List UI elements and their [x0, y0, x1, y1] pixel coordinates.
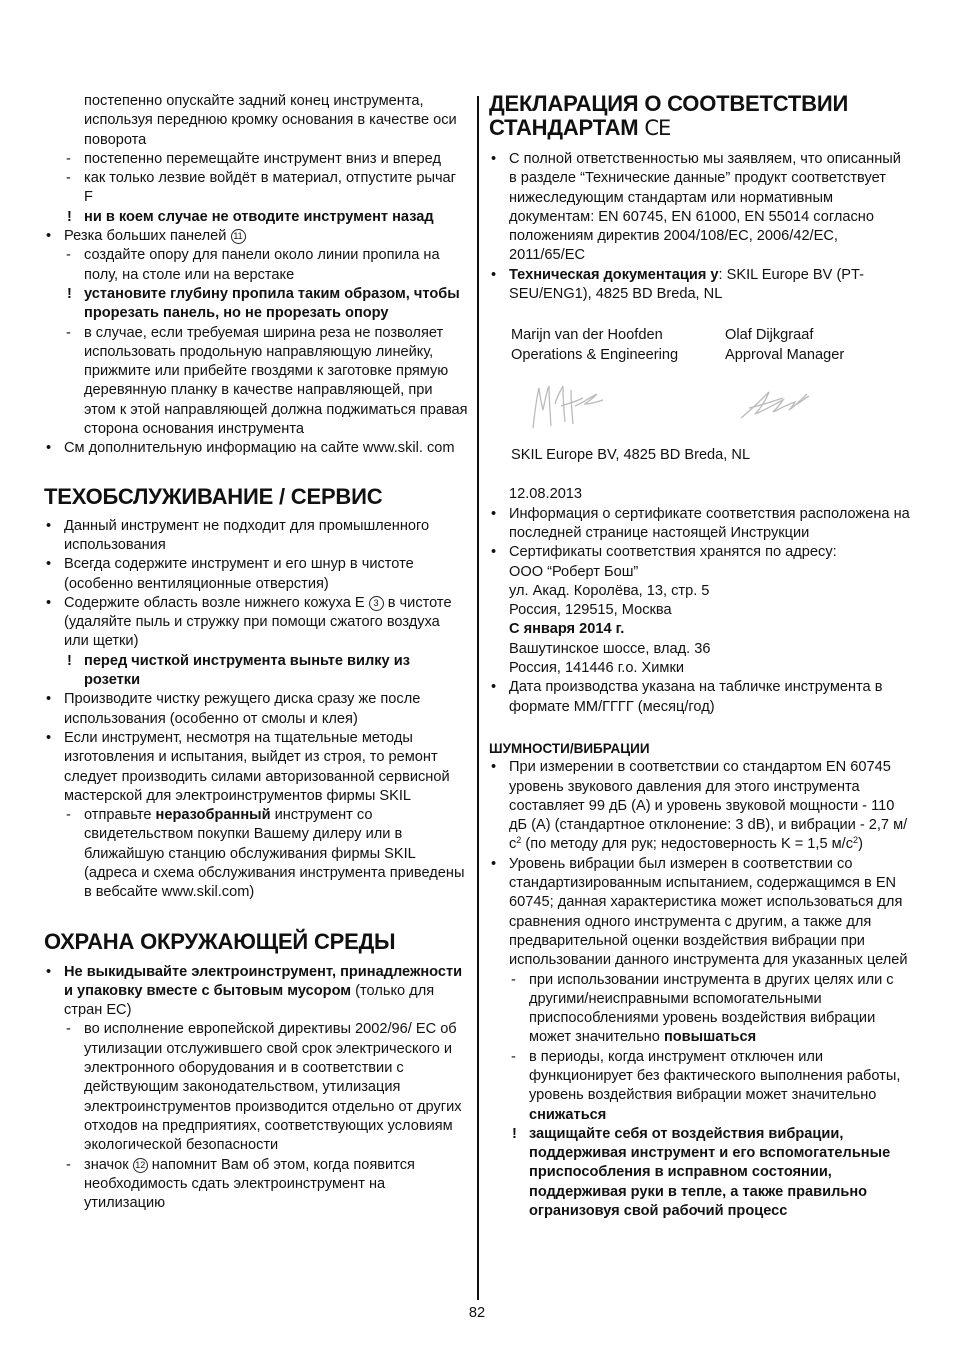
column-divider: [477, 96, 479, 1300]
section-heading-environment: ОХРАНА ОКРУЖАЮЩЕЙ СРЕДЫ: [44, 928, 396, 954]
warning-marker: !: [67, 285, 72, 302]
bullet-item: • Всегда содержите инструмент и его шнур в чистоте (особенно вентиляционные отверстия): [46, 556, 414, 592]
bullet-marker: •: [491, 679, 497, 696]
bullet-marker: •: [491, 544, 497, 561]
dash-item: - создайте опору для панели около линии пропила на полу, на столе или на верстаке: [66, 247, 440, 283]
bullet-item: • См дополнительную информацию на сайте www.skil. com: [44, 439, 468, 458]
bullet-marker: •: [491, 855, 497, 872]
warning-item: ! ни в коем случае не отводите инструмент назад: [44, 208, 468, 227]
bullet-marker: •: [46, 691, 52, 708]
bullet-item: • Уровень вибрации был измерен в соответствии со стандартизированным испытанием, содержащимся в EN 60745; данная характеристика может использоваться для сравнения одного инструмента с другим, а также для предварительной оценки воздействия вибрации при использовании данного инструмента для указанных целей: [491, 855, 908, 969]
bullet-item: • Дата производства указана на табличке инструмента в формате ММ/ГГГГ (месяц/год): [491, 679, 883, 715]
bullet-marker: •: [46, 517, 52, 534]
bullet-marker: •: [46, 729, 52, 746]
dash-marker: -: [66, 807, 71, 824]
bullet-marker: •: [46, 556, 52, 573]
dash-item: - в случае, если требуемая ширина реза не позволяет использовать продольную направляющую линейку, прижмите или прибейте гвоздями к заготовке прямую деревянную планку в качестве направляющей, при этом к этой направляющей должна поджиматься правая сторона основания инструмента: [66, 324, 468, 438]
figure-ref-3: 3: [369, 596, 384, 611]
dash-item: - как только лезвие войдёт в материал, отпустите рычаг F: [66, 170, 456, 206]
signature-1-image: [527, 376, 607, 436]
bullet-marker: •: [491, 151, 497, 167]
bullet-item: • Не выкидывайте электроинструмент, принадлежности и упаковку вместе с бытовым мусором (только для стран ЕС): [46, 963, 463, 1019]
section-heading-declaration: ДЕКЛАРАЦИЯ О СООТВЕТСТВИИ СТАНДАРТАМ CE: [489, 91, 849, 140]
bullet-item: • Сертификаты соответствия хранятся по адресу: ООО “Роберт Бош” ул. Акад. Королёва, 13, стр. 5 Россия, 129515, Москва С января 2014 г. Вашутинское шоссе, влад. 36 Россия, 141446 г.о. Химки: [491, 544, 837, 677]
bullet-item: • С полной ответственностью мы заявляем, что описанный в разделе “Технические данные” продукт соответствует нижеследующим стандартам или нормативным документам: EN 60745, EN 61000, EN 55014 согласно положениям директив 2004/108/EC, 2006/42/EC, 2011/65/EC: [491, 151, 901, 264]
bullet-item: • Данный инструмент не подходит для промышленного использования: [46, 517, 430, 553]
left-column: [44, 92, 468, 1213]
declaration-date: 12.08.2013: [509, 486, 583, 503]
warning-marker: !: [67, 652, 72, 669]
signature-block: [489, 326, 911, 476]
list-item: постепенно опускайте задний конец инструмента, используя переднюю кромку основания в качестве оси поворота: [84, 93, 457, 148]
dash-marker: -: [66, 1156, 71, 1173]
dash-marker: -: [511, 971, 516, 988]
bullet-marker: •: [46, 228, 52, 245]
bullet-marker: •: [46, 963, 52, 980]
subheading-noise: ШУМНОСТИ/ВИБРАЦИИ: [489, 740, 650, 756]
dash-marker: -: [66, 324, 71, 341]
dash-marker: -: [511, 1048, 516, 1065]
dash-item: - в периоды, когда инструмент отключен или функционирует без фактического выполнения работы, уровень воздействия вибрации может значительно снижаться: [511, 1048, 901, 1123]
dash-marker: -: [66, 1021, 71, 1038]
signatory-1: Marijn van der Hoofden Operations & Engineering: [511, 327, 679, 363]
ce-mark-icon: CE: [644, 116, 671, 140]
bullet-marker: •: [46, 440, 52, 457]
bullet-item: • Содержите область возле нижнего кожуха E 3 в чистоте (удаляйте пыль и стружку при помощи сжатого воздуха или щетки): [46, 594, 452, 650]
dash-marker: -: [66, 247, 71, 264]
dash-item: - при использовании инструмента в других целях или с другими/неисправными вспомогательными приспособлениями уровень воздействия вибрации может значительно повышаться: [511, 971, 894, 1046]
signatory-2: Olaf Dijkgraaf Approval Manager: [725, 327, 845, 363]
bullet-marker: •: [46, 594, 52, 611]
bullet-marker: •: [491, 266, 497, 283]
bullet-marker: •: [491, 505, 497, 522]
bullet-item: • Техническая документация у: SKIL Europe BV (PT-SEU/ENG1), 4825 BD Breda, NL: [491, 266, 865, 303]
dash-marker: -: [66, 150, 71, 167]
dash-item: - значок 12 напомнит Вам об этом, когда появится необходимость сдать электроинструмент на утилизацию: [66, 1156, 415, 1212]
bullet-item: • Если инструмент, несмотря на тщательные методы изготовления и испытания, выйдет из строя, то ремонт следует производить силами авторизованной сервисной мастерской для электроинструментов фирмы SKIL: [46, 729, 450, 804]
dash-item: - постепенно перемещайте инструмент вниз и вперед: [44, 150, 468, 169]
bullet-item: • Производите чистку режущего диска сразу же после использования (особенно от смолы и клея): [46, 691, 421, 727]
warning-item: ! защищайте себя от воздействия вибрации, поддерживая инструмент и его вспомогательные приспособления в исправном состоянии, поддерживая руки в тепле, а также правильно огранизовуя свой рабочий процесс: [512, 1125, 891, 1220]
bullet-item: • Информация о сертификате соответствия расположена на последней странице настоящей Инструкции: [491, 505, 910, 541]
bullet-item: • Резка больших панелей 11: [44, 227, 468, 246]
bullet-marker: •: [491, 759, 497, 776]
section-heading-service: ТЕХОБСЛУЖИВАНИЕ / СЕРВИС: [44, 483, 383, 509]
signature-2-image: [737, 384, 817, 424]
figure-ref-11: 11: [231, 229, 246, 244]
warning-marker: !: [67, 208, 72, 225]
dash-item: - отправьте неразобранный инструмент со свидетельством покупки Вашему дилеру или в ближайшую станцию обслуживания фирмы SKIL (адреса и схема обслуживания инструмента приведены в вебсайте www.skil.com): [66, 807, 465, 901]
warning-item: ! установите глубину пропила таким образом, чтобы прорезать панель, но не прорезать опору: [67, 285, 460, 322]
right-column: [489, 92, 911, 1221]
dash-item: - во исполнение европейской директивы 2002/96/ ЕС об утилизации отслужившего свой срок электрического и электронного оборудования и в соответствии с действующим законодательством, утилизация электроинструментов производится отдельно от других отходов на предприятиях, соответствующих условиям экологической безопасности: [66, 1021, 462, 1154]
bullet-item: • При измерении в соответствии со стандартом EN 60745 уровень звукового давления для этого инструмента составляет 99 дБ (A) и уровень звуковой мощности - 110 дБ (A) (стандартное отклонение: 3 dB), и вибрации - 2,7 $м/с^2$ (по методу для рук; недостоверность K = 1,5 $м/с^2$): [491, 759, 908, 853]
dash-marker: -: [66, 170, 71, 187]
page-number: 82: [468, 1305, 486, 1321]
warning-marker: !: [512, 1125, 517, 1142]
figure-ref-12: 12: [133, 1158, 148, 1173]
warning-item: ! перед чисткой инструмента выньте вилку из розетки: [67, 652, 410, 689]
company-address: SKIL Europe BV, 4825 BD Breda, NL: [511, 447, 751, 464]
